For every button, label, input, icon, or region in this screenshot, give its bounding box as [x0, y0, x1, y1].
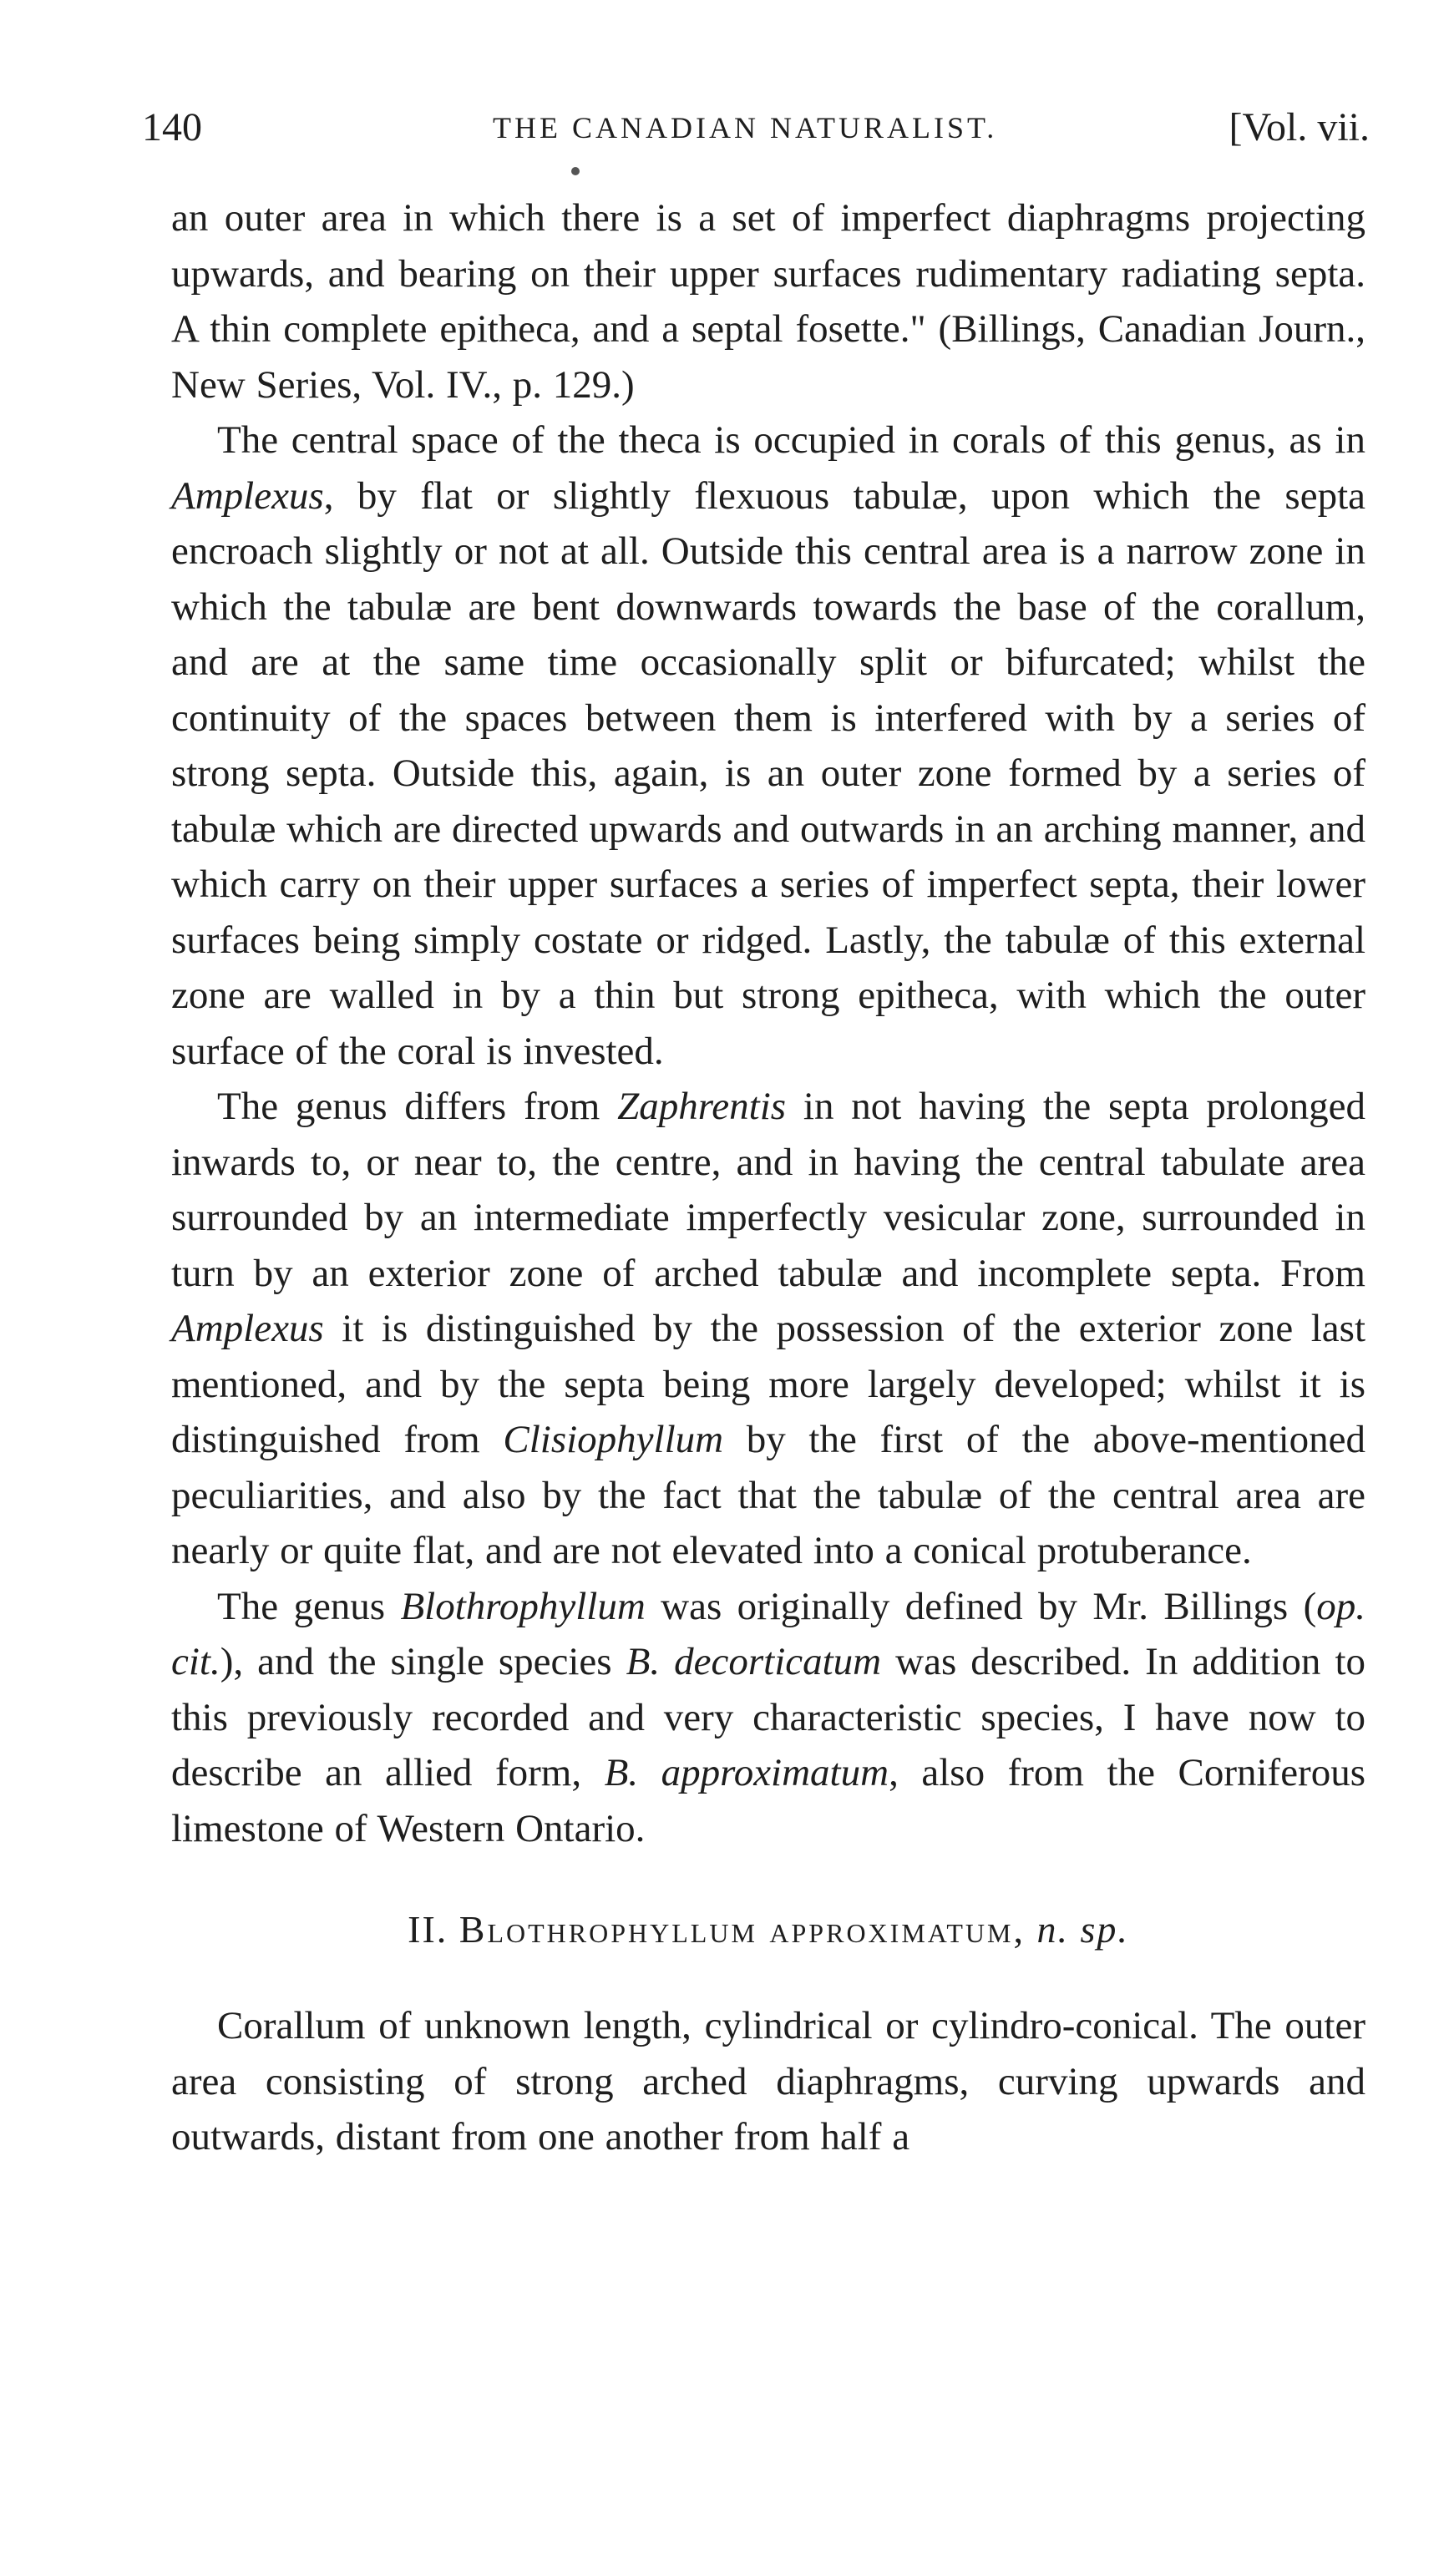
body-text: [171, 190, 1365, 2165]
paragraph-1-text: an outer area in which there is a set of imperfect diaphragms projecting upwards, and bearing on their upper surfaces rudimentary radiating septa. A thin complete epitheca, and a septal fosette." (Billings, Canadian Journ., New Series, Vol. IV., p. 129.): [171, 196, 1365, 407]
paragraph-3-text: The genus differs from Zaphrentis in not having the septa prolonged inwards to, or near to, the centre, and in having the central tabulate area surrounded by an intermediate imperfectly vesicular zone, surrounded in turn by an exterior zone of arched tabulæ and incomplete septa. From Amplexus it is distinguished by the possession of the exterior zone last mentioned, and by the septa being more largely developed; whilst it is distinguished from Clisiophyllum by the first of the above-mentioned peculiarities, and also by the fact that the tabulæ of the central area are nearly or quite flat, and are not elevated into a conical protuberance.: [171, 1085, 1365, 1572]
species-heading: [171, 1905, 1365, 1955]
printer-dot-mark: [571, 167, 580, 175]
italic-term: op. cit.: [171, 1584, 1365, 1683]
heading-suffix: n. sp.: [1036, 1908, 1129, 1951]
paragraph-central-space: [171, 412, 1365, 1079]
paragraph-5-text: Corallum of unknown length, cylindrical or cylindro-conical. The outer area consisting of strong arched diaphragms, curving upwards and outwards, distant from one another from half a: [171, 2004, 1365, 2158]
italic-term: B. approximatum: [604, 1751, 889, 1794]
journal-title: THE CANADIAN NATURALIST.: [493, 111, 998, 144]
italic-term: Amplexus: [171, 473, 324, 518]
heading-numeral: II.: [408, 1908, 448, 1951]
volume-label: [Vol. vii.: [1229, 105, 1370, 149]
italic-term: Amplexus: [171, 1307, 324, 1350]
paragraph-genus-defined: [171, 1579, 1365, 1857]
italic-term: Blothrophyllum: [400, 1584, 646, 1628]
paragraph-genus-differs: [171, 1079, 1365, 1579]
italic-term: Zaphrentis: [617, 1085, 787, 1128]
heading-title: Blothrophyllum approximatum,: [459, 1908, 1026, 1951]
paragraph-description: [171, 1998, 1365, 2165]
running-head: [142, 99, 1370, 157]
page-number: 140: [142, 105, 202, 149]
paragraph-4-text: The genus Blothrophyllum was originally defined by Mr. Billings (op. cit.), and the single species B. decorticatum was described. In addition to this previously recorded and very characteristic species, I have now to describe an allied form, B. approximatum, also from the Corniferous limestone of Western Ontario.: [171, 1584, 1366, 1850]
paragraph-2-text: The central space of the theca is occupied in corals of this genus, as in Amplexus, by flat or slightly flexuous tabulæ, upon which the septa encroach slightly or not at all. Outside this central area is a narrow zone in which the tabulæ are bent downwards towards the base of the corallum, and are at the same time occasionally split or bifurcated; whilst the continuity of the spaces between them is interfered with by a series of strong septa. Outside this, again, is an outer zone formed by a series of tabulæ which are directed upwards and outwards in an arching manner, and which carry on their upper surfaces a series of imperfect septa, their lower surfaces being simply costate or ridged. Lastly, the tabulæ of this external zone are walled in by a thin but strong epitheca, with which the outer surface of the coral is invested.: [171, 418, 1365, 1073]
paragraph-continuation: [171, 190, 1365, 412]
italic-term: B. decorticatum: [626, 1640, 882, 1683]
italic-term: Clisiophyllum: [503, 1418, 724, 1461]
